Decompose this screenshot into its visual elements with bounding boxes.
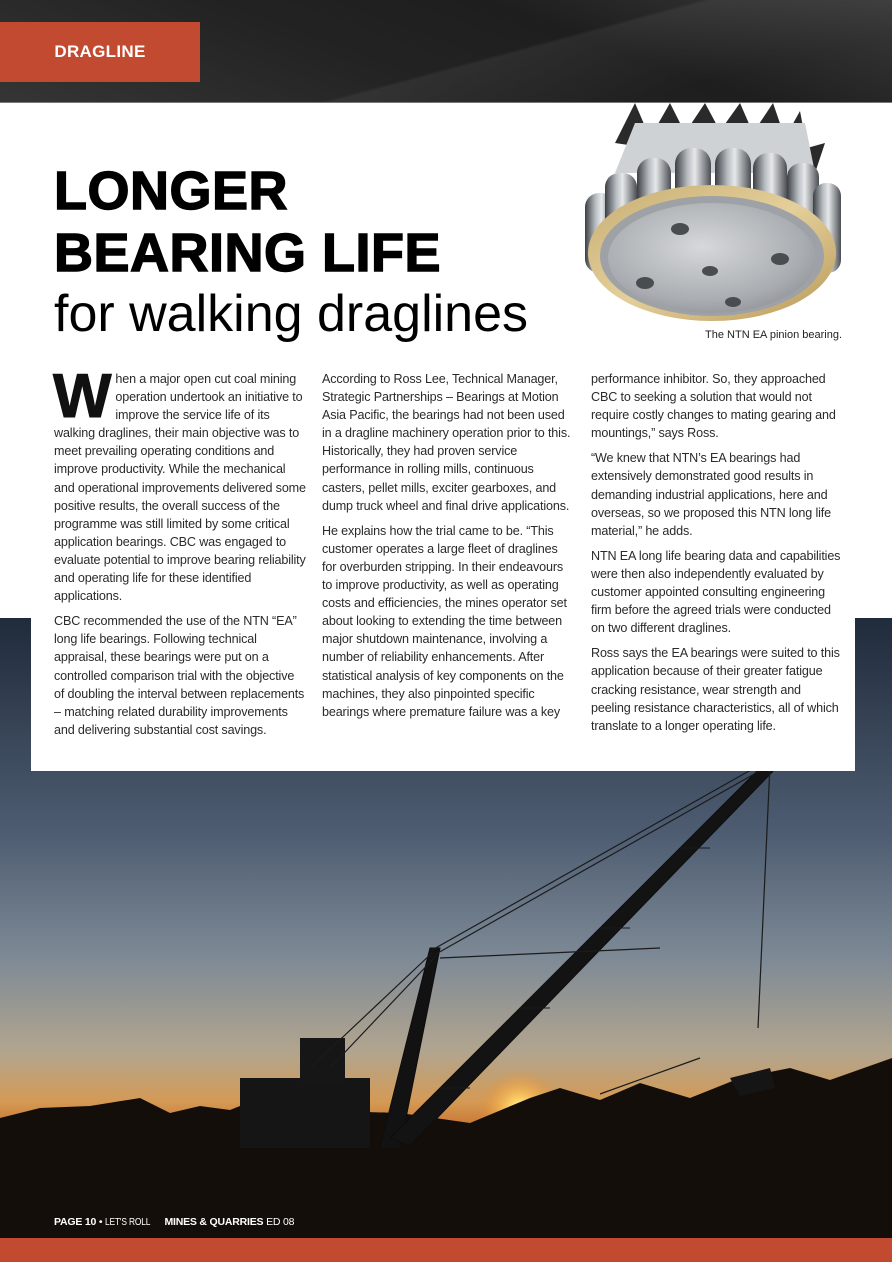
article-title	[54, 160, 528, 346]
image-caption: The NTN EA pinion bearing.	[705, 329, 842, 341]
edition: ED 08	[266, 1216, 295, 1228]
paragraph: NTN EA long life bearing data and capabilities were then also independently evaluated by customer appointed consulting engineering firm before the agreed trials were conducted on two different draglines.	[591, 548, 841, 636]
paragraph: “We knew that NTN’s EA bearings had extensively demonstrated good results in demanding industrial applications, here and overseas, so we proposed this NTN long life material,” he adds.	[591, 451, 831, 538]
page-header-band	[0, 0, 892, 103]
publication-prefix: LET'S ROLL	[105, 1216, 151, 1228]
paragraph: According to Ross Lee, Technical Manager, Strategic Partnerships – Bearings at Motion Asia Pacific, the bearings had not been used in a dragline machinery operation prior to this. Historically, they had proven service performance in rolling mills, continuous casters, pellet mills, exciter gearboxes, and dump truck wheel and final drive applications.	[322, 372, 571, 513]
title-subline: for walking draglines	[54, 285, 529, 343]
footer-bar	[0, 1238, 892, 1262]
footer-bullet: •	[98, 1216, 103, 1228]
article-column-2	[322, 370, 574, 728]
paragraph: He explains how the trial came to be. “This customer operates a large fleet of draglines for overburden stripping. In their endeavours to improve productivity, as well as operating costs and efficiencies, the mines operator set about looking to extending the time between major shutdown maintenance, involving a number of reliability enhancements. After statistical analysis of key components on the machines, they also pinpointed specific bearings where premature failure was a key	[322, 523, 567, 719]
paragraph: CBC recommended the use of the NTN “EA” long life bearings. Following technical appraisal, these bearings were put on a controlled comparison trial with the objective of doubling the interval between replacements – matching related durability improvements and delivering substantial cost savings.	[54, 614, 305, 737]
page-number: PAGE 10	[54, 1216, 97, 1228]
page-footer	[54, 1216, 294, 1228]
title-line-1: LONGER	[54, 161, 289, 221]
drop-cap: W	[53, 362, 112, 431]
section-tab	[0, 22, 200, 82]
title-line-2: BEARING LIFE	[54, 223, 442, 283]
article-column-1	[53, 362, 306, 746]
paragraph: Ross says the EA bearings were suited to this application because of their greater fatigue cracking resistance, wear strength and peeling resistance characteristics, all of which translate to a longer operating life.	[591, 646, 840, 733]
pinion-bearing-photo	[575, 103, 847, 325]
paragraph: When a major open cut coal mining operation undertook an initiative to improve the service life of its walking draglines, their main objective was to meet prevailing operating conditions and improve productivity. While the mechanical and operational improvements delivered some positive results, the overall success of the programme was still limited by some critical application bearings. CBC was engaged to evaluate potential to improve bearing reliability and operating life for these identified applications.	[53, 362, 306, 604]
publication-name: MINES & QUARRIES	[164, 1216, 264, 1228]
article-column-3	[591, 370, 843, 742]
section-label: DRAGLINE	[54, 42, 146, 61]
article-body	[31, 360, 855, 771]
paragraph: performance inhibitor. So, they approached CBC to seeking a solution that would not require costly changes to mating gearing and mountings,” says Ross.	[591, 372, 836, 441]
